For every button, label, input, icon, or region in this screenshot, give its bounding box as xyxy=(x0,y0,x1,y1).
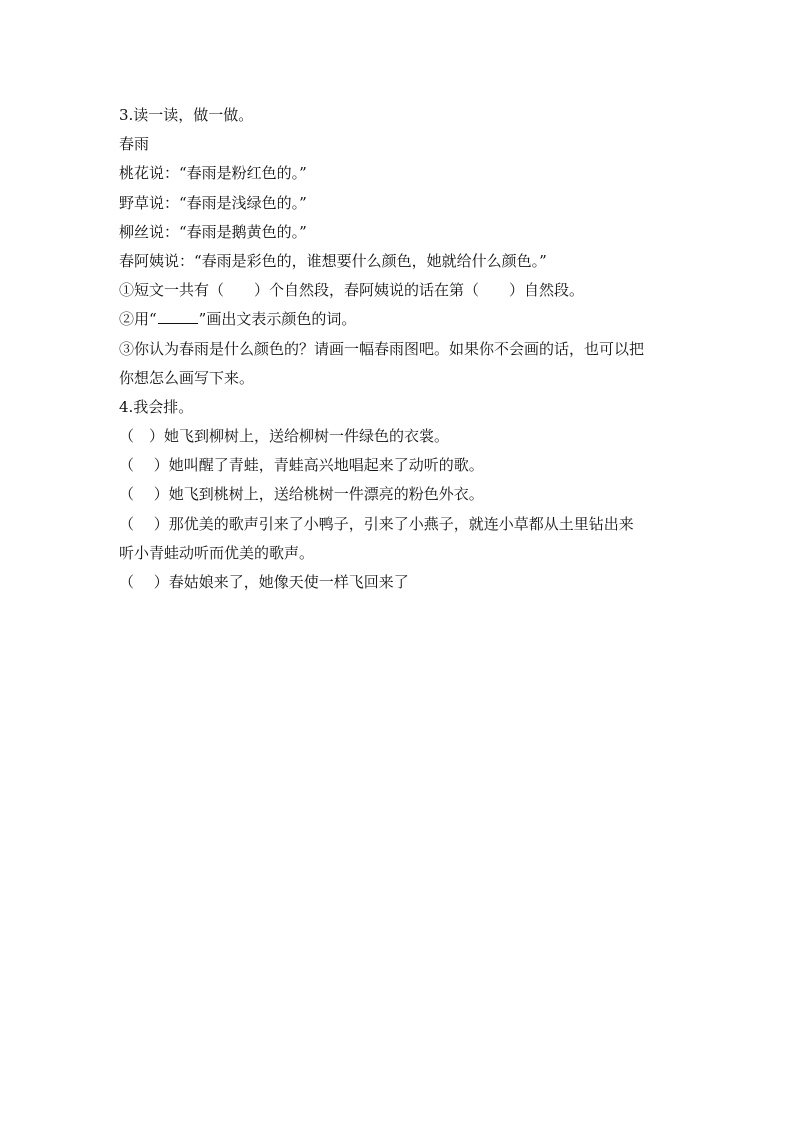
poem-line-willow: 柳丝说：“春雨是鹅黄色的。” xyxy=(119,222,307,241)
poem-title: 春雨 xyxy=(119,135,150,154)
question-3-line-1: ③你认为春雨是什么颜色的？请画一幅春雨图吧。如果你不会画的话，也可以把 xyxy=(119,339,645,358)
section-3-heading: 3.读一读，做一做。 xyxy=(119,106,254,124)
order-item-4-continued: 听小青蛙动听而优美的歌声。 xyxy=(119,543,315,562)
order-item-3: （ ）她飞到桃树上，送给桃树一件漂亮的粉色外衣。 xyxy=(119,485,484,504)
question-2-suffix: ”画出文表示颜色的词。 xyxy=(198,310,357,329)
poem-line-peach: 桃花说：“春雨是粉红色的。” xyxy=(119,164,307,183)
order-item-4: （ ）那优美的歌声引来了小鸭子，引来了小燕子，就连小草都从土里钻出来 xyxy=(119,514,634,533)
poem-line-aunt-spring: 春阿姨说：“春雨是彩色的，谁想要什么颜色，她就给什么颜色。” xyxy=(119,251,547,270)
question-3-line-2: 你想怎么画写下来。 xyxy=(119,368,255,387)
order-item-2: （ ）她叫醒了青蛙，青蛙高兴地唱起来了动听的歌。 xyxy=(119,456,484,475)
poem-line-grass: 野草说：“春雨是浅绿色的。” xyxy=(119,193,307,212)
worksheet-content xyxy=(119,101,679,597)
question-2-prefix: ②用“ xyxy=(119,310,157,329)
question-2 xyxy=(119,305,679,334)
order-item-5: （ ）春姑娘来了，她像天使一样飞回来了 xyxy=(119,573,409,591)
order-item-1: （ ）她飞到柳树上，送给柳树一件绿色的衣裳。 xyxy=(119,427,450,446)
underline-blank xyxy=(158,308,198,324)
section-4-heading: 4.我会排。 xyxy=(119,397,194,416)
question-1: ①短文一共有（ ）个自然段，春阿姨说的话在第（ ）自然段。 xyxy=(119,281,585,300)
